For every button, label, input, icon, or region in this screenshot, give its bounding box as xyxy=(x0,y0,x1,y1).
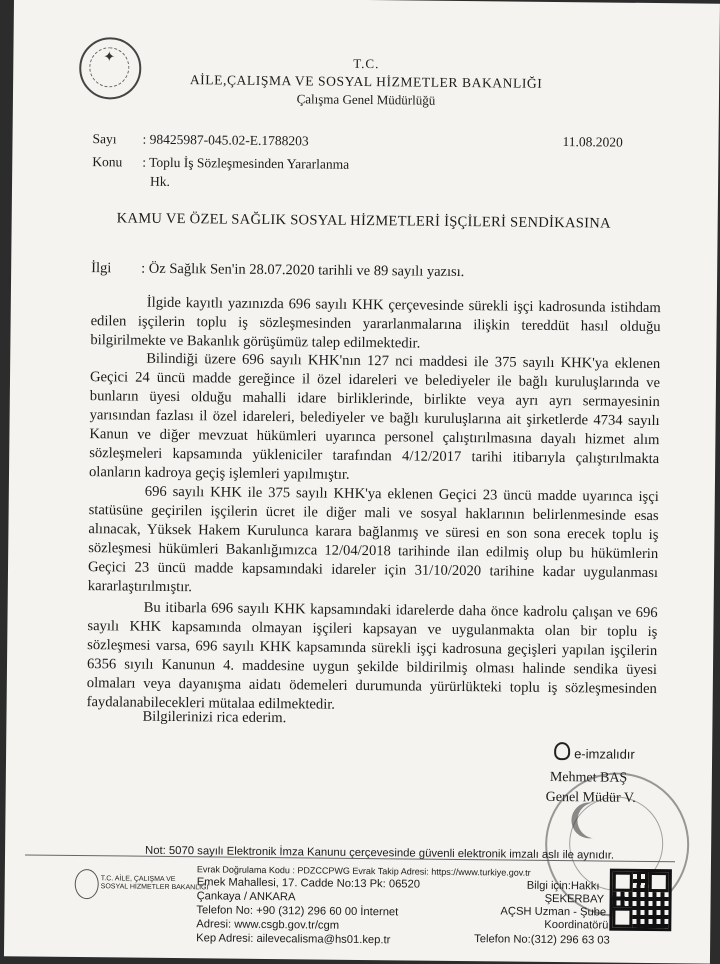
ilgi-label: İlgi xyxy=(91,260,112,277)
paragraph-line: 696 sayılı KHK ile 375 sayılı KHK'ya eklenen Geçici 23 üncü madde uyarınca işçi xyxy=(144,483,659,506)
konu-value: : Toplu İş Sözleşmesinden Yararlanma xyxy=(142,154,350,172)
paragraph-line: olmaları veya dayanışma aidatı ödemeleri durumunda yürürlükteki toplu iş sözleşmesinden xyxy=(86,675,657,698)
paragraph-3 xyxy=(88,482,659,602)
paragraph-line: bilgirilmekte ve Bakanlık görüşümüz talep edilmektedir. xyxy=(90,332,421,352)
paragraph-1 xyxy=(90,293,661,356)
header-ministry: AİLE,ÇALIŞMA VE SOSYAL HİZMETLER BAKANLIĞI xyxy=(189,72,543,91)
ministry-logo: ✦ xyxy=(79,37,142,100)
footer-logo-text-2: SOSYAL HİZMETLER BAKANLIĞI xyxy=(100,883,209,892)
web-line: Adresi: www.csgb.gov.tr/cgm xyxy=(196,918,340,932)
esign-law-note: Not: 5070 sayılı Elektronik İmza Kanunu çerçevesinde güvenli elektronik imzalı aslı ile aynıdır. xyxy=(145,844,615,862)
signer-name: Mehmet BAŞ xyxy=(549,769,628,786)
paragraph-line: faydalanabilecekleri mütalaa edilmektedir. xyxy=(86,694,336,713)
info-phone: Telefon No:(312) 296 63 03 xyxy=(474,933,610,947)
info-contact-2: ŞEKERBAY xyxy=(544,892,605,906)
paragraph-2 xyxy=(89,349,660,488)
address-line-2: Çankaya / ANKARA xyxy=(196,890,296,904)
paragraph-line: sayılı KHK kapsamında olmayan işçileri kapsayan ve uygulanmakta olan bir toplu iş xyxy=(87,618,658,641)
footer-ministry-logo xyxy=(75,869,99,899)
paragraph-line: 6356 sıyılı Kanunun 4. maddesine uygun şekilde bildirilmiş olması halinde sendika üyesi xyxy=(86,656,658,679)
paragraph-line: sözleşmesi varsa, 696 sayılı KHK kapsamında sürekli işçi kadrosuna geçişleri yapılan işçilerin xyxy=(87,637,658,660)
paragraph-line: olanların kadroya geçiş işlemleri yapılmıştır. xyxy=(88,464,350,483)
sayi-value: : 98425987-045.02-E.1788203 xyxy=(142,131,309,149)
paragraph-line: Kanun ve diğer mevzuat hükümleri uyarınca personel çalıştırılmasına dayalı hizmet alım xyxy=(89,426,660,449)
header-tc: T.C. xyxy=(353,55,380,72)
esign-label: e-imzalıdır xyxy=(574,746,635,762)
paragraph-line: Bilindiği üzere 696 sayılı KHK'nın 127 nci maddesi ile 375 sayılı KHK'ya eklenen xyxy=(146,350,661,373)
document-date: 11.08.2020 xyxy=(562,134,623,150)
paragraph-line: Bu itibarla 696 sayılı KHK kapsamındaki idarelerde daha önce kadrolu çalışan ve 696 xyxy=(143,599,658,622)
footer-logo-text xyxy=(101,875,209,892)
konu-value-line2: Hk. xyxy=(150,173,171,189)
info-contact-4: Koordinatörü xyxy=(544,918,609,932)
paragraph-line: sözleşmesi hükümleri Bakanlığımızca 12/04/2018 tarihinde ilan edilmiş olup bu hükümlerin xyxy=(88,540,659,563)
paragraph-line: yarısından fazlası il özel idareleri, belediyeler ve bağlı kuruluşlarına ait şirketlerde 4734 sayılı xyxy=(89,407,660,430)
kep-line: Kep Adresi: ailevecalisma@hs01.kep.tr xyxy=(196,932,391,947)
ribbon-icon xyxy=(554,742,570,760)
info-contact-1: Bilgi için:Hakkı xyxy=(526,879,600,893)
document-page xyxy=(4,0,720,964)
ilgi-value: : Öz Sağlık Sen'in 28.07.2020 tarihli ve 89 sayılı yazısı. xyxy=(141,260,465,281)
paragraph-line: alınacak, Yüksek Hakem Kurulunca karara bağlanmış ve süresi en son sona erecek toplu iş xyxy=(88,521,659,544)
verification-line: Evrak Doğrulama Kodu : PDZCCPWG Evrak Takip Adresi: https://www.turkiye.gov.tr xyxy=(196,864,531,878)
recipient-title: KAMU VE ÖZEL SAĞLIK SOSYAL HİZMETLERİ İŞÇİLERİ SENDİKASINA xyxy=(116,210,611,232)
paragraph-line: bunların üyesi olduğu mahalli idare birliklerinde, birlikte veya ayrı ayrı sermayesinin xyxy=(89,388,660,411)
phone-line: Telefon No: +90 (312) 296 60 00 İnternet xyxy=(196,904,399,919)
paragraph-line: statüsüne geçirilen işçilerin ücret ile diğer mali ve sosyal haklarının belirlenmesinde esas xyxy=(88,502,659,525)
qr-code xyxy=(609,869,672,932)
paragraph-line: sözleşmeleri kapsamında yükleniciler tarafından 4/12/2017 tarihi itibarıyla çalıştırılmakta xyxy=(89,445,660,468)
paragraph-line: Geçici 24 üncü madde gereğince il özel idareleri ve belediyeler ile bağlı kuruluşlarında ve xyxy=(89,369,661,392)
paragraph-line: İlgide kayıtlı yazınızda 696 sayılı KHK çerçevesinde sürekli işçi kadrosunda istihdam xyxy=(146,294,661,317)
footer-logo-text-1: T.C. AİLE, ÇALIŞMA VE xyxy=(100,875,176,884)
paragraph-line: edilen işçilerin toplu iş sözleşmesinden yararlanmalarına ilişkin tereddüt hasıl olduğu xyxy=(90,313,661,336)
info-contact-3: AÇSH Uzman - Şube xyxy=(500,905,607,919)
paragraph-4 xyxy=(87,598,658,718)
signer-title: Genel Müdür V. xyxy=(545,789,636,806)
paragraph-line: Geçici 23 üncü madde kapsamındaki idareler için 31/10/2020 tarihine kadar uygulanması xyxy=(87,559,659,582)
paragraph-line: kararlaştırılmıştır. xyxy=(87,578,193,596)
sayi-label: Sayı xyxy=(92,131,117,147)
closing-text: Bilgilerinizi rica ederim. xyxy=(142,708,287,727)
esign-badge xyxy=(554,742,635,762)
konu-label: Konu xyxy=(92,154,123,170)
header-directorate: Çalışma Genel Müdürlüğü xyxy=(296,91,436,108)
address-line-1: Emek Mahallesi, 17. Cadde No:13 Pk: 06520 xyxy=(196,876,421,891)
